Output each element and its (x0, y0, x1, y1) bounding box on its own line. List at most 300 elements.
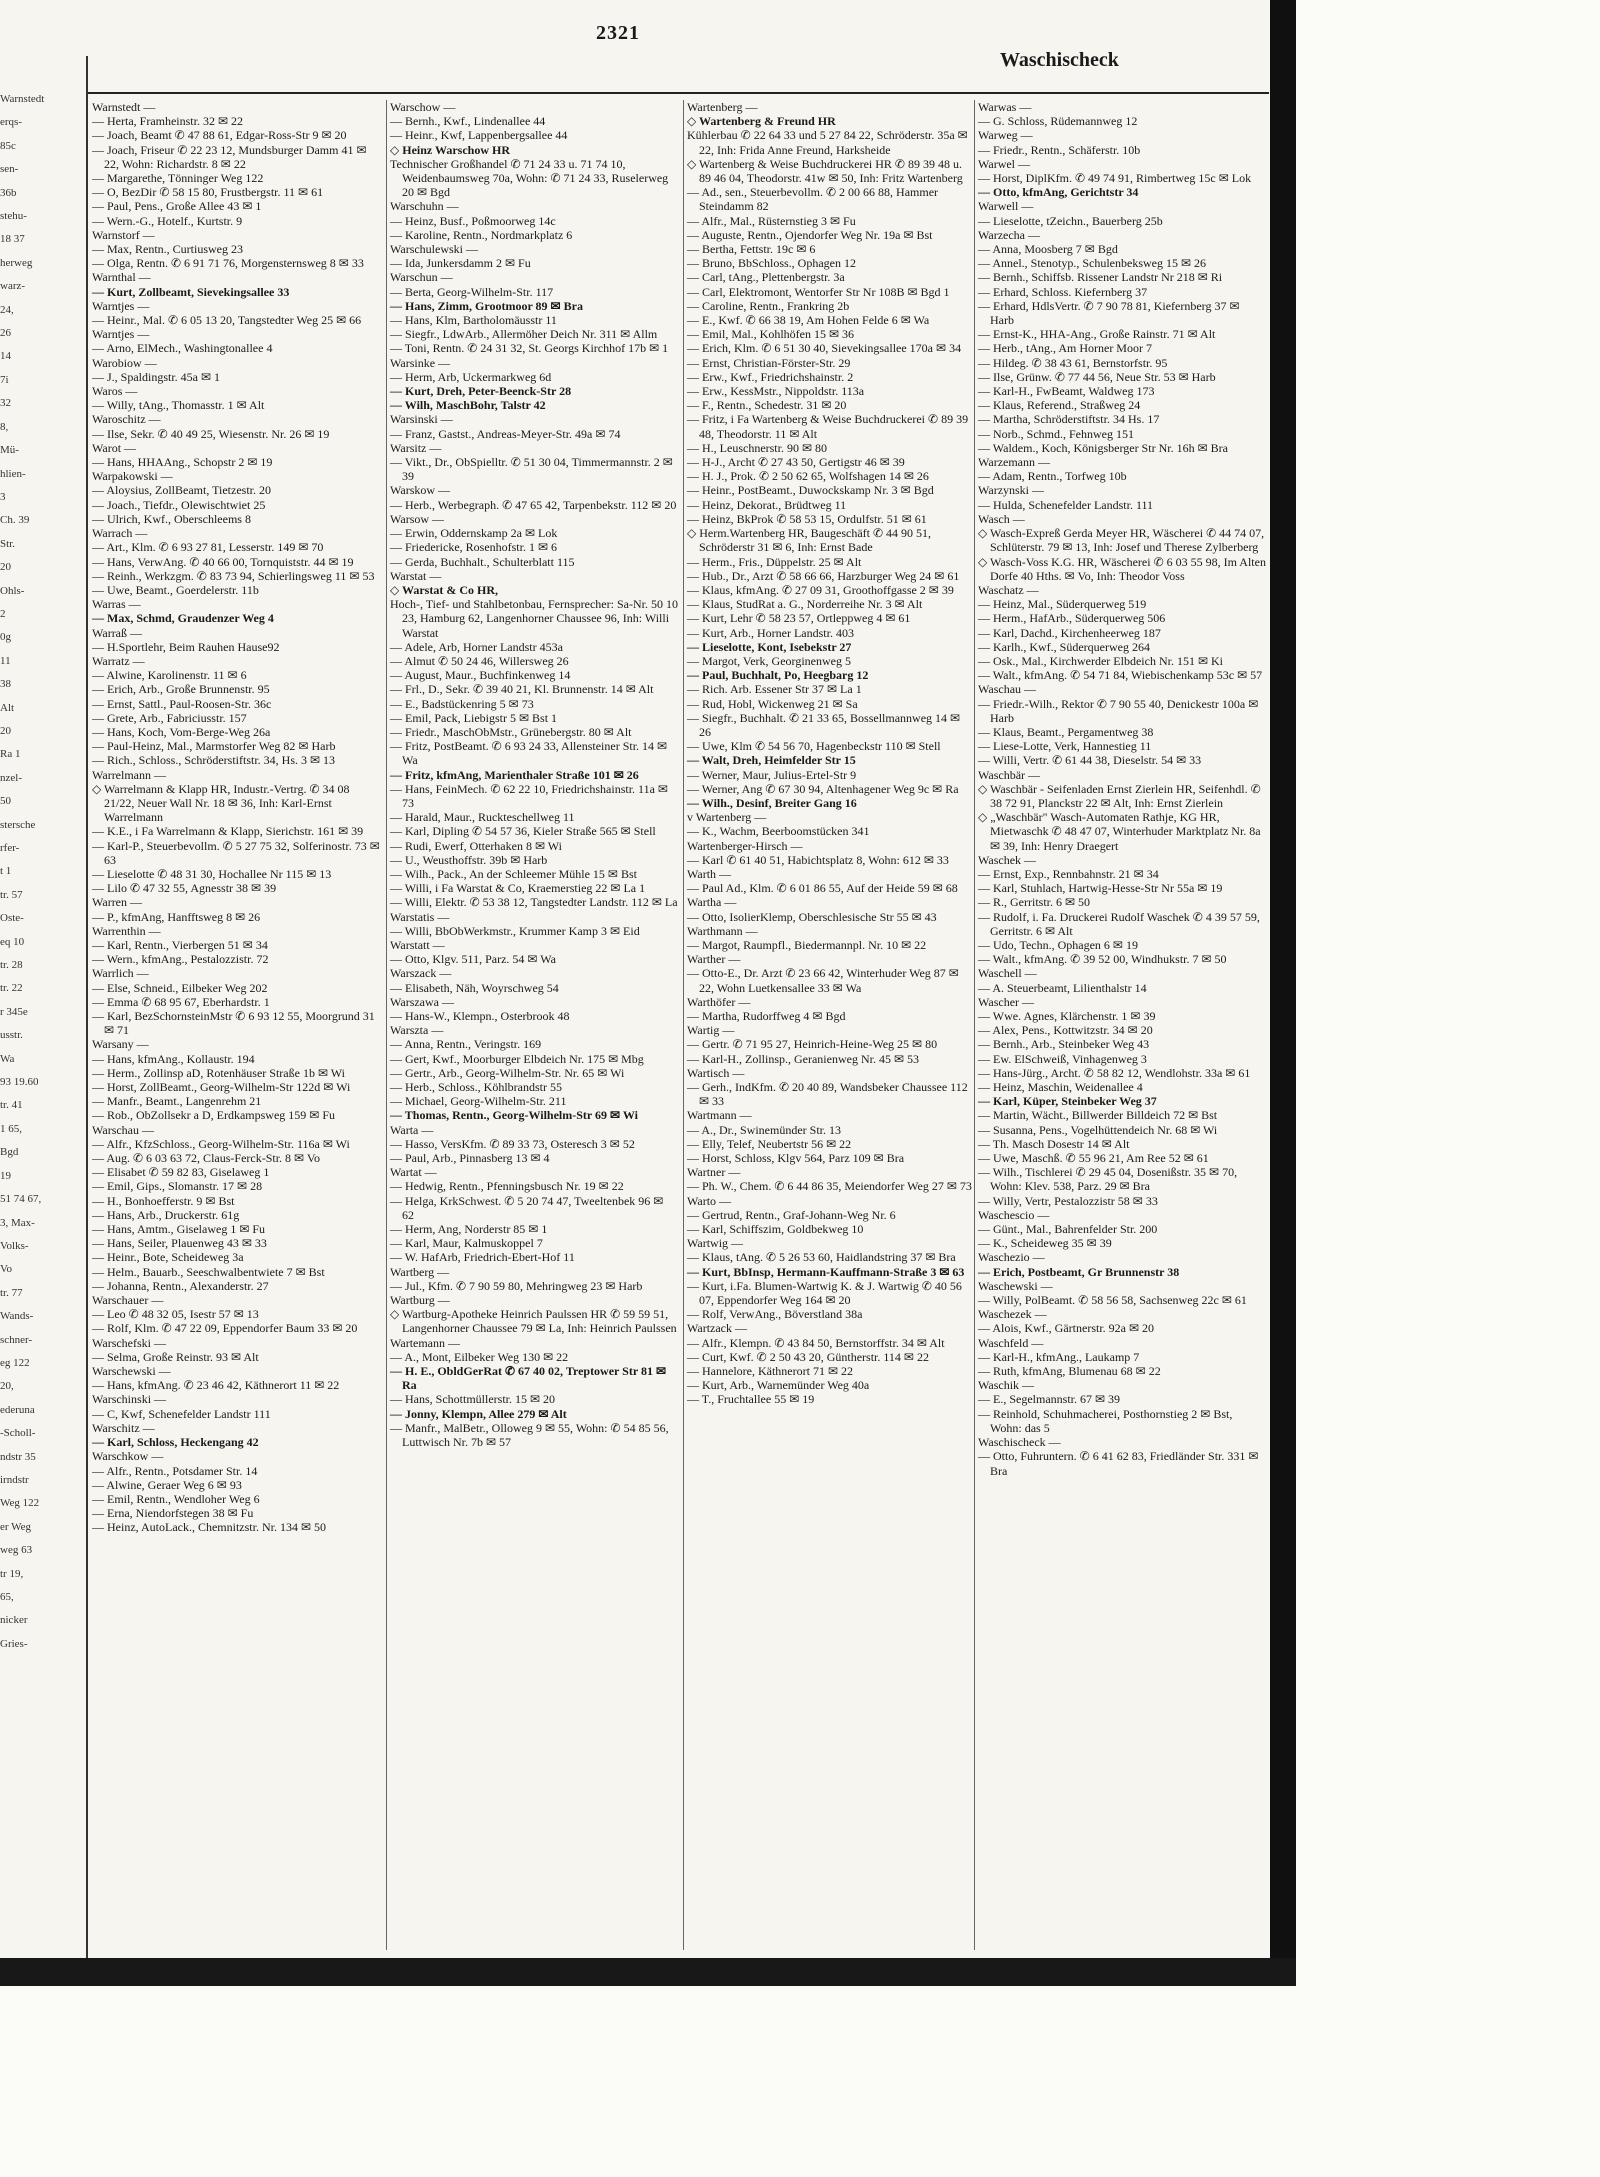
edge-fragment: 3 (0, 490, 6, 503)
directory-entry: — Erich, Klm. ✆ 6 51 30 40, Sievekingsallee 170a ✉ 34 (687, 341, 962, 356)
edge-fragment: tr. 77 (0, 1286, 23, 1299)
directory-entry: — Ernst, Sattl., Paul-Roosen-Str. 36c (92, 696, 272, 711)
directory-entry: — T., Fruchtallee 55 ✉ 19 (687, 1392, 815, 1407)
surname-heading: Waschfeld — (978, 1335, 1044, 1350)
directory-entry: — Gerh., IndKfm. ✆ 20 40 89, Wandsbeker Chaussee 112 ✉ 33 (687, 1080, 968, 1109)
directory-entry: — Günt., Mal., Bahrenfelder Str. 200 (978, 1222, 1158, 1237)
directory-entry: — Rudi, Ewerf, Otterhaken 8 ✉ Wi (390, 838, 562, 853)
surname-heading: Warsow — (390, 511, 445, 526)
directory-entry: — Uwe, Beamt., Goerdelerstr. 11b (92, 582, 259, 597)
surname-heading: Wartemann — (390, 1335, 461, 1350)
surname-heading: Wartisch — (687, 1065, 745, 1080)
directory-entry: — A. Steuerbeamt, Lilienthalstr 14 (978, 980, 1147, 995)
directory-entry: — Willi, BbObWerkmstr., Krummer Kamp 3 ✉ Eid (390, 923, 640, 938)
directory-entry: — Hulda, Schenefelder Landstr. 111 (978, 497, 1154, 512)
directory-entry: — Herb., Werbegraph. ✆ 47 65 42, Tarpenbekstr. 112 ✉ 20 (390, 497, 677, 512)
directory-entry: — Helga, KrkSchwest. ✆ 5 20 74 47, Tweeltenbek 96 ✉ 62 (390, 1193, 664, 1222)
surname-heading: Wascher — (978, 994, 1035, 1009)
directory-entry: — Thomas, Rentn., Georg-Wilhelm-Str 69 ✉ Wi (390, 1108, 638, 1123)
directory-entry: — Ernst-K., HHA-Ang., Große Rainstr. 71 ✉ Alt (978, 327, 1216, 342)
directory-entry: — Heinz, Busf., Poßmoorweg 14c (390, 213, 556, 228)
directory-entry: — Kurt, Arb., Horner Landstr. 403 (687, 625, 854, 640)
edge-fragment: Weg 122 (0, 1497, 40, 1510)
directory-entry: — Emil, Mal., Kohlhöfen 15 ✉ 36 (687, 327, 855, 342)
directory-entry: — Hans, FeinMech. ✆ 62 22 10, Friedrichshainstr. 11a ✉ 73 (390, 781, 668, 810)
directory-entry: — Klaus, Beamt., Pergamentweg 38 (978, 724, 1154, 739)
directory-entry: — Bernh., Kwf., Lindenallee 44 (390, 114, 546, 129)
directory-entry: — Erhard, HdlsVertr. ✆ 7 90 78 81, Kiefernberg 37 ✉ Harb (978, 298, 1240, 328)
directory-entry: — Hedwig, Rentn., Pfenningsbusch Nr. 19 ✉ 22 (390, 1179, 624, 1194)
directory-entry: — Vikt., Dr., ObSpielltr. ✆ 51 30 04, Timmermannstr. 2 ✉ 39 (390, 455, 673, 484)
directory-entry: — Heinz, Maschin, Weidenallee 4 (978, 1080, 1143, 1095)
directory-entry: — Herm., Zollinsp aD, Rotenhäuser Straße 1b ✉ Wi (92, 1065, 345, 1080)
directory-entry: — H.Sportlehr, Beim Rauhen Hause92 (92, 639, 280, 654)
edge-fragment: Ra 1 (0, 748, 21, 761)
directory-entry: — O, BezDir ✆ 58 15 80, Frustbergstr. 11 ✉ 61 (92, 185, 324, 200)
edge-fragment: Alt (0, 701, 15, 714)
directory-entry: — H., Leuschnerstr. 90 ✉ 80 (687, 440, 828, 455)
directory-entry: — Martha, Rudorffweg 4 ✉ Bgd (687, 1009, 846, 1023)
directory-entry: — Hans-Jürg., Archt. ✆ 58 82 12, Wendlohstr. 33a ✉ 61 (978, 1065, 1251, 1080)
surname-heading: Warta — (390, 1122, 434, 1137)
directory-entry: — Alois, Kwf., Gärtnerstr. 92a ✉ 20 (978, 1321, 1155, 1336)
directory-entry: — Alex, Pens., Kottwitzstr. 34 ✉ 20 (978, 1023, 1153, 1038)
directory-entry: — Lieselotte ✆ 48 31 30, Hochallee Nr 115 ✉ 13 (92, 866, 332, 881)
directory-entry: — Ernst, Exp., Rennbahnstr. 21 ✉ 34 (978, 866, 1159, 881)
directory-entry: — Alfr., Mal., Rüsternstieg 3 ✉ Fu (687, 213, 856, 228)
edge-fragment: tr. 22 (0, 982, 23, 995)
edge-fragment: r 345e (0, 1005, 28, 1018)
running-head: Waschischeck (1000, 49, 1119, 71)
surname-heading: Warstat — (390, 568, 442, 583)
directory-entry: — Frl., D., Sekr. ✆ 39 40 21, Kl. Brunnenstr. 14 ✉ Alt (390, 682, 654, 697)
edge-fragment: 19 (0, 1169, 11, 1182)
surname-heading: Warszawa — (390, 994, 455, 1009)
surname-heading: Warntjes — (92, 298, 150, 313)
directory-entry: — Carl, Elektromont, Wentorfer Str Nr 108B ✉ Bgd 1 (687, 284, 950, 299)
directory-entry: — Anna, Rentn., Veringstr. 169 (390, 1037, 542, 1052)
edge-fragment: Volks- (0, 1239, 29, 1252)
directory-entry: — Erhard, Schloss. Kiefernberg 37 (978, 284, 1148, 299)
directory-entry: — Ernst, Christian-Förster-Str. 29 (687, 355, 851, 370)
directory-entry: — Lieselotte, Kont, Isebekstr 27 (687, 639, 852, 654)
surname-heading: Warnstorf — (92, 227, 155, 242)
directory-entry: — Karl, Schiffszim, Goldbekweg 10 (687, 1222, 864, 1237)
directory-entry: — Anna, Moosberg 7 ✉ Bgd (978, 242, 1118, 257)
edge-fragment: nzel- (0, 771, 22, 784)
directory-entry: — Joach, Beamt ✆ 47 88 61, Edgar-Ross-Str 9 ✉ 20 (92, 128, 347, 143)
edge-fragment: Vo (0, 1263, 13, 1276)
directory-entry: — Herm., Fris., Düppelstr. 25 ✉ Alt (687, 554, 862, 569)
surname-heading: Warschinski — (92, 1392, 167, 1407)
directory-entry: — Wilh., Tischlerei ✆ 29 45 04, Dosenißstr. 35 ✉ 70, Wohn: Klev. 538, Parz. 29 ✉ Bra (978, 1165, 1238, 1194)
directory-entry: — Siegfr., LdwArb., Allermöher Deich Nr. 311 ✉ Allm (390, 327, 658, 342)
surname-heading: Waschewski — (978, 1278, 1053, 1293)
directory-entry: — Margot, Raumpfl., Biedermannpl. Nr. 10 ✉ 22 (687, 937, 927, 952)
directory-entry: — Alfr., Rentn., Potsdamer Str. 14 (92, 1463, 258, 1478)
directory-entry: — Emil, Gips., Slomanstr. 17 ✉ 28 (92, 1179, 263, 1194)
directory-entry: — Heinz, BkProk ✆ 58 53 15, Ordulfstr. 51 ✉ 61 (687, 511, 927, 526)
directory-entry: — Gertr., Arb., Georg-Wilhelm-Str. Nr. 65 ✉ Wi (390, 1065, 625, 1080)
directory-entry: — Hans, Amtm., Giselaweg 1 ✉ Fu (92, 1222, 266, 1237)
directory-entry: ◇ Wasch-Expreß Gerda Meyer HR, Wäscherei ✆ 44 74 07, Schlüterstr. 79 ✉ 13, Inh: Josef und Therese Zylberberg (978, 526, 1265, 555)
directory-entry: — Paul, Buchhalt, Po, Heegbarg 12 (687, 668, 869, 683)
directory-entry: — Hans, Koch, Vom-Berge-Weg 26a (92, 724, 271, 739)
directory-entry: — Max, Rentn., Curtiusweg 23 (92, 242, 243, 257)
directory-entry: — Ida, Junkersdamm 2 ✉ Fu (390, 256, 531, 271)
surname-heading: Warszta — (390, 1023, 444, 1038)
directory-entry: — Ph. W., Chem. ✆ 6 44 86 35, Meiendorfer Weg 27 ✉ 73 (687, 1179, 972, 1194)
surname-heading: Warot — (92, 440, 137, 455)
directory-entry: — Selma, Große Reinstr. 93 ✉ Alt (92, 1349, 259, 1364)
surname-heading: Warraß — (92, 625, 143, 640)
directory-entry: — Karl, Dipling ✆ 54 57 36, Kieler Straße 565 ✉ Stell (390, 824, 656, 839)
directory-entry: — Else, Schneid., Eilbeker Weg 202 (92, 980, 268, 995)
surname-heading: Warras — (92, 597, 141, 612)
surname-heading: Wartmann — (687, 1108, 752, 1123)
surname-heading: Warwas — (978, 100, 1032, 114)
surname-heading: v Wartenberg — (687, 810, 767, 825)
directory-entry: — H-J., Archt ✆ 27 43 50, Gertigstr 46 ✉ 39 (687, 455, 905, 470)
directory-entry: — Caroline, Rentn., Frankring 2b (687, 298, 850, 313)
directory-entry: — Herm., HafArb., Süderquerweg 506 (978, 611, 1166, 626)
directory-entry: — Erich, Postbeamt, Gr Brunnenstr 38 (978, 1264, 1180, 1279)
edge-fragment: 24, (0, 303, 14, 316)
directory-entry: — Otto, Fuhruntern. ✆ 6 41 62 83, Friedländer Str. 331 ✉ Bra (978, 1449, 1259, 1478)
directory-entry: — Horst, DiplKfm. ✆ 49 74 91, Rimbertweg 15c ✉ Lok (978, 171, 1252, 186)
edge-fragment: 38 (0, 678, 11, 691)
directory-entry: — P., kfmAng, Hanfftsweg 8 ✉ 26 (92, 909, 261, 924)
directory-entry: — Lieselotte, tZeichn., Bauerberg 25b (978, 213, 1163, 228)
directory-entry: — Walt, Dreh, Heimfelder Str 15 (687, 753, 856, 768)
directory-entry: — Max, Schmd, Graudenzer Weg 4 (92, 611, 274, 626)
directory-entry: — Willi, i Fa Warstat & Co, Kraemerstieg 22 ✉ La 1 (390, 881, 646, 896)
edge-fragment: erqs- (0, 116, 22, 129)
surname-heading: Warschow — (390, 100, 456, 114)
directory-entry: — Uwe, Maschß. ✆ 55 96 21, Am Ree 52 ✉ 61 (978, 1151, 1209, 1166)
surname-heading: Warwel — (978, 156, 1031, 171)
directory-entry: — Curt, Kwf. ✆ 2 50 43 20, Güntherstr. 114 ✉ 22 (687, 1349, 929, 1364)
edge-fragment: Oste- (0, 912, 24, 925)
edge-fragment: 20, (0, 1380, 14, 1393)
directory-entry: — Klaus, tAng. ✆ 5 26 53 60, Haidlandstring 37 ✉ Bra (687, 1250, 956, 1265)
directory-entry: — Elly, Telef, Neubertstr 56 ✉ 22 (687, 1136, 852, 1151)
edge-fragment: irndstr (0, 1473, 29, 1486)
edge-fragment: 93 19.60 (0, 1076, 39, 1089)
directory-entry: — Art., Klm. ✆ 6 93 27 81, Lesserstr. 149 ✉ 70 (92, 540, 324, 555)
directory-entry: — Waldem., Koch, Königsberger Str Nr. 16h ✉ Bra (978, 440, 1228, 455)
directory-entry: — Leo ✆ 48 32 05, Isestr 57 ✉ 13 (92, 1307, 259, 1322)
directory-entry: — Fritz, PostBeamt. ✆ 6 93 24 33, Allensteiner Str. 14 ✉ Wa (390, 739, 668, 768)
edge-fragment: rfer- (0, 842, 20, 854)
directory-entry: — Manfr., Beamt., Langenrehm 21 (92, 1094, 262, 1109)
surname-heading: Waros — (92, 384, 138, 399)
edge-fragment: 2 (0, 607, 6, 620)
directory-entry: — Horst, ZollBeamt., Georg-Wilhelm-Str 122d ✉ Wi (92, 1080, 351, 1095)
directory-entry: — Jul., Kfm. ✆ 7 90 59 80, Mehringweg 23 ✉ Harb (390, 1278, 643, 1293)
surname-heading: Warto — (687, 1193, 732, 1208)
directory-entry: — Jonny, Klempn, Allee 279 ✉ Alt (390, 1406, 567, 1421)
surname-heading: Warpakowski — (92, 469, 173, 484)
directory-entry: — Heinz, AutoLack., Chemnitzstr. Nr. 134 ✉ 50 (92, 1520, 327, 1535)
edge-fragment: hlien- (0, 467, 26, 480)
directory-entry: ◇ Wartenberg & Weise Buchdruckerei HR ✆ 89 39 48 u. 89 46 04, Theodorstr. 41w ✉ 50, Inh: Fritz Wartenberg (687, 156, 963, 186)
directory-entry: — Hannelore, Käthnerort 71 ✉ 22 (687, 1364, 854, 1379)
directory-entry: — Fritz, kfmAng, Marienthaler Straße 101 ✉ 26 (390, 767, 639, 782)
surname-heading: Waschatz — (978, 582, 1039, 597)
directory-entry: — Herb., tAng., Am Horner Moor 7 (978, 341, 1152, 356)
surname-heading: Warschewski — (92, 1364, 171, 1379)
directory-entry: — Heinz, Mal., Süderquerweg 519 (978, 597, 1147, 612)
directory-entry: — Alwine, Karolinenstr. 11 ✉ 6 (92, 668, 247, 683)
surname-heading: Warzemann — (978, 455, 1050, 470)
surname-heading: Waschek — (978, 852, 1037, 867)
directory-entry: — Friedr., MaschObMstr., Grünebergstr. 80 ✉ Alt (390, 724, 632, 739)
surname-heading: Wartburg — (390, 1293, 450, 1308)
directory-entry: — Emma ✆ 68 95 67, Eberhardstr. 1 (92, 994, 270, 1009)
directory-entry: — Otto-E., Dr. Arzt ✆ 23 66 42, Winterhuder Weg 87 ✉ 22, Wohn Luetkensallee 33 ✉ Wa (687, 966, 959, 995)
surname-heading: Wartenberger-Hirsch — (687, 838, 803, 853)
edge-fragment: 0g (0, 631, 11, 644)
directory-entry: — Klaus, kfmAng. ✆ 27 09 31, Groothoffgasse 2 ✉ 39 (687, 582, 954, 597)
directory-entry: — Walt., kfmAng. ✆ 54 71 84, Wiebischenkamp 53c ✉ 57 (978, 668, 1263, 683)
left-margin-rule (86, 56, 88, 1958)
directory-entry: — Siegfr., Buchhalt. ✆ 21 33 65, Bossellmannweg 14 ✉ 26 (687, 710, 961, 739)
column-divider (974, 100, 975, 1950)
edge-fragment: ederuna (0, 1403, 35, 1416)
directory-entry: Kühlerbau ✆ 22 64 33 und 5 27 84 22, Schröderstr. 35a ✉ 22, Inh: Frida Anne Freund, Harksheide (687, 128, 968, 157)
directory-entry: — Grete, Arb., Fabriciusstr. 157 (92, 710, 247, 725)
directory-entry: — Paul-Heinz, Mal., Marmstorfer Weg 82 ✉ Harb (92, 739, 336, 754)
surname-heading: Wasch — (978, 511, 1025, 526)
edge-fragment: Warnstedt (0, 93, 45, 105)
edge-fragment: 7i (0, 373, 9, 386)
directory-entry: — Horst, Schloss, Klgv 564, Parz 109 ✉ Bra (687, 1151, 905, 1166)
edge-fragment: 51 74 67, (0, 1193, 42, 1206)
edge-fragment: 20 (0, 724, 11, 737)
directory-entry: — Friedr., Rentn., Schäferstr. 10b (978, 142, 1141, 157)
edge-fragment: herweg (0, 256, 33, 269)
edge-fragment: sen- (0, 163, 19, 176)
edge-fragment: stersche (0, 818, 36, 831)
surname-heading: Warschauer — (92, 1293, 164, 1308)
surname-heading: Warstatis — (390, 909, 450, 924)
directory-entry: — Karl-P., Steuerbevollm. ✆ 5 27 75 32, Solferinostr. 73 ✉ 63 (92, 838, 380, 867)
directory-entry: — Werner, Ang ✆ 67 30 94, Altenhagener Weg 9c ✉ Ra (687, 781, 959, 796)
surname-heading: Warratz — (92, 653, 145, 668)
surname-heading: Warszack — (390, 966, 452, 981)
directory-entry: — H. J., Prok. ✆ 2 50 62 65, Wolfshagen 14 ✉ 26 (687, 469, 929, 484)
directory-entry: — Hans, Zimm, Grootmoor 89 ✉ Bra (390, 298, 583, 313)
edge-fragment: 8, (0, 420, 9, 433)
directory-entry: ◇ Wasch-Voss K.G. HR, Wäscherei ✆ 6 03 55 98, Im Alten Dorfe 40 Hths. ✉ Vo, Inh: Theodor Voss (978, 554, 1266, 583)
edge-fragment: 85c (0, 139, 16, 152)
directory-entry: — Gert, Kwf., Moorburger Elbdeich Nr. 175 ✉ Mbg (390, 1051, 644, 1066)
directory-entry: — Otto, IsolierKlemp, Oberschlesische Str 55 ✉ 43 (687, 909, 937, 924)
edge-fragment: Ch. 39 (0, 514, 30, 527)
surname-heading: Wartberg — (390, 1264, 450, 1279)
directory-entry: — Hans, VerwAng. ✆ 40 66 00, Tornquiststr. 44 ✉ 19 (92, 554, 354, 569)
directory-entry: — Rudolf, i. Fa. Druckerei Rudolf Waschek ✆ 4 39 57 59, Gerritstr. 6 ✉ Alt (978, 909, 1260, 938)
directory-entry: — U., Weusthoffstr. 39b ✉ Harb (390, 852, 548, 867)
directory-entry: — Erich, Arb., Große Brunnenstr. 95 (92, 682, 270, 697)
directory-entry: — Ulrich, Kwf., Oberschleems 8 (92, 511, 251, 526)
directory-entry: — Hildeg. ✆ 38 43 61, Bernstorfstr. 95 (978, 355, 1168, 370)
directory-entry: — Reinhold, Schuhmacherei, Posthornstieg 2 ✉ Bst, Wohn: das 5 (978, 1406, 1233, 1435)
surname-heading: Warrach — (92, 526, 148, 541)
directory-entry: — Th. Masch Dosestr 14 ✉ Alt (978, 1136, 1130, 1151)
edge-fragment: eg 122 (0, 1356, 30, 1369)
directory-entry: — Karl, Maur, Kalmuskoppel 7 (390, 1236, 543, 1251)
edge-fragment: 65, (0, 1591, 14, 1603)
directory-entry: — Walt., kfmAng. ✆ 39 52 00, Windhukstr. 7 ✉ 50 (978, 952, 1227, 967)
directory-entry: — Alfr., Klempn. ✆ 43 84 50, Bernstorffstr. 34 ✉ Alt (687, 1335, 945, 1350)
directory-entry: — G. Schloss, Rüdemannweg 12 (978, 114, 1138, 129)
directory-entry: — Olga, Rentn. ✆ 6 91 71 76, Morgensternsweg 8 ✉ 33 (92, 256, 364, 271)
directory-entry: — Hans, HHAAng., Schopstr 2 ✉ 19 (92, 455, 273, 470)
directory-entry: ◇ „Waschbär" Wasch-Automaten Rathje, KG HR, Mietwaschk ✆ 48 47 07, Winterhuder Marktplatz Nr. 8a ✉ 39, Inh: Henry Draegert (978, 810, 1261, 853)
directory-entry: — Herb., Schloss., Köhlbrandstr 55 (390, 1080, 562, 1095)
surname-heading: Warsitz — (390, 440, 442, 455)
directory-entry: — A., Mont, Eilbeker Weg 130 ✉ 22 (390, 1349, 569, 1364)
directory-entry: — Erna, Niendorfstegen 38 ✉ Fu (92, 1506, 254, 1521)
surname-heading: Warsinski — (390, 412, 453, 427)
surname-heading: Wartig — (687, 1023, 735, 1038)
edge-fragment: 1 65, (0, 1122, 22, 1135)
header-rule (86, 92, 1269, 94)
directory-entry: — Friedr.-Wilh., Rektor ✆ 7 90 55 40, Denickestr 100a ✉ Harb (978, 696, 1259, 725)
edge-fragment: Wands- (0, 1310, 34, 1323)
directory-entry: — Karl, BezSchornsteinMstr ✆ 6 93 12 55, Moorgrund 31 ✉ 71 (92, 1009, 375, 1038)
directory-entry: — Carl, tAng., Plettenbergstr. 3a (687, 270, 845, 285)
surname-heading: Waschescio — (978, 1207, 1050, 1222)
directory-entry: — Karl-H., FwBeamt, Waldweg 173 (978, 384, 1155, 399)
directory-entry: — H. E., ObldGerRat ✆ 67 40 02, Treptower Str 81 ✉ Ra (390, 1364, 666, 1393)
directory-entry: — Liese-Lotte, Verk, Hannestieg 11 (978, 739, 1152, 754)
surname-heading: Warthöfer — (687, 994, 751, 1009)
directory-entry: — J., Spaldingstr. 45a ✉ 1 (92, 369, 221, 384)
directory-entry: ◇ Herm.Wartenberg HR, Baugeschäft ✆ 44 90 51, Schröderstr 31 ✉ 6, Inh: Ernst Bade (687, 526, 932, 555)
column-divider (386, 100, 387, 1950)
directory-entry: — Willy, tAng., Thomasstr. 1 ✉ Alt (92, 398, 265, 413)
directory-entry: ◇ Wartburg-Apotheke Heinrich Paulssen HR ✆ 59 59 51, Langenhorner Chaussee 79 ✉ La, Inh: Heinrich Paulssen (390, 1307, 677, 1336)
directory-entry: — Norb., Schmd., Fehnweg 151 (978, 426, 1134, 441)
directory-entry: ◇ Waschbär - Seifenladen Ernst Zierlein HR, Seifenhdl. ✆ 38 72 91, Planckstr 22 ✉ Alt, Inh: Ernst Zierlein (978, 781, 1261, 810)
directory-entry: — Adam, Rentn., Torfweg 10b (978, 469, 1127, 484)
directory-entry: — Fritz, i Fa Wartenberg & Weise Buchdruckerei ✆ 89 39 48, Theodorstr. 11 ✉ Alt (687, 412, 969, 441)
edge-fragment: 20 (0, 561, 11, 574)
directory-entry: — K., Wachm, Beerboomstücken 341 (687, 824, 870, 839)
directory-entry: — Emil, Rentn., Wendloher Weg 6 (92, 1491, 260, 1506)
directory-entry: — Klaus, StudRat a. G., Norderreihe Nr. 3 ✉ Alt (687, 597, 923, 612)
directory-entry: — Karl, Schloss, Heckengang 42 (92, 1435, 259, 1450)
directory-entry: — Heinz, Dekorat., Brüdtweg 11 (687, 497, 847, 512)
directory-entry: — Friedericke, Rosenhofstr. 1 ✉ 6 (390, 540, 558, 555)
directory-entry: — Karl, Rentn., Vierbergen 51 ✉ 34 (92, 937, 268, 952)
directory-entry: — Kurt, BbInsp, Hermann-Kauffmann-Straße 3 ✉ 63 (687, 1264, 965, 1279)
directory-entry: — K., Scheideweg 35 ✉ 39 (978, 1236, 1112, 1251)
surname-heading: Wartzack — (687, 1321, 747, 1336)
surname-heading: Waschezio — (978, 1250, 1045, 1265)
directory-entry: — R., Gerritstr. 6 ✉ 50 (978, 895, 1091, 910)
edge-fragment: t 1 (0, 865, 12, 878)
previous-page-edge (0, 88, 78, 1918)
directory-entry: — Susanna, Pens., Vogelhüttendeich Nr. 68 ✉ Wi (978, 1122, 1218, 1137)
surname-heading: Warschulewski — (390, 242, 479, 257)
surname-heading: Warsany — (92, 1037, 149, 1052)
edge-fragment: 50 (0, 795, 11, 808)
directory-entry: Hoch-, Tief- und Stahlbetonbau, Fernsprecher: Sa-Nr. 50 10 23, Hamburg 62, Langenhorner Chaussee 96, Inh: Willi Warstat (390, 597, 678, 640)
directory-entry: — Kurt, Lehr ✆ 58 23 57, Ortleppweg 4 ✉ 61 (687, 611, 911, 626)
edge-fragment: usstr. (0, 1029, 23, 1042)
surname-heading: Warnstedt — (92, 100, 156, 114)
surname-heading: Warwell — (978, 199, 1034, 214)
directory-entry: — Paul, Arb., Pinnasberg 13 ✉ 4 (390, 1151, 550, 1166)
directory-entry: — Herm, Arb, Uckermarkweg 6d (390, 369, 552, 384)
edge-fragment: Ohls- (0, 584, 25, 597)
directory-entry: — Ilse, Sekr. ✆ 40 49 25, Wiesenstr. Nr. 26 ✉ 19 (92, 426, 330, 441)
directory-entry: — Erw., Kwf., Friedrichshainstr. 2 (687, 369, 854, 384)
directory-entry: — Manfr., MalBetr., Olloweg 9 ✉ 55, Wohn: ✆ 54 85 56, Luttwisch Nr. 7b ✉ 57 (390, 1420, 669, 1450)
directory-entry: — H., Bonhoefferstr. 9 ✉ Bst (92, 1193, 235, 1208)
edge-fragment: ndstr 35 (0, 1450, 36, 1463)
edge-fragment: schner- (0, 1333, 33, 1346)
directory-entry: — Rob., ObZollsekr a D, Erdkampsweg 159 ✉ Fu (92, 1108, 336, 1123)
edge-fragment: 32 (0, 397, 11, 410)
directory-entry: — Uwe, Klm ✆ 54 56 70, Hagenbeckstr 110 ✉ Stell (687, 739, 941, 754)
scan-border-right (1270, 0, 1296, 1986)
scan-border-bottom (0, 1958, 1296, 1986)
directory-entry: — Willy, PolBeamt. ✆ 58 56 58, Sachsenweg 22c ✉ 61 (978, 1293, 1247, 1308)
surname-heading: Wartenberg — (687, 100, 758, 114)
directory-entry: — Gertr. ✆ 71 95 27, Heinrich-Heine-Weg 25 ✉ 80 (687, 1037, 938, 1052)
directory-entry: — Heinr., PostBeamt., Duwockskamp Nr. 3 ✉ Bgd (687, 483, 934, 498)
directory-entry: — Margot, Verk, Georginenweg 5 (687, 653, 851, 668)
directory-entry: — Ad., sen., Steuerbevollm. ✆ 2 00 66 88, Hammer Steindamm 82 (687, 185, 939, 214)
surname-heading: Waschezek — (978, 1307, 1047, 1322)
directory-entry: — Elisabet ✆ 59 82 83, Giselaweg 1 (92, 1165, 270, 1180)
directory-column-2 (390, 100, 678, 1449)
surname-heading: Waschischeck — (978, 1435, 1061, 1450)
directory-entry: — Joach., Tiefdr., Olewischtwiet 25 (92, 497, 266, 512)
directory-entry: — Hans-W., Klempn., Osterbrook 48 (390, 1009, 570, 1023)
directory-entry: — Willi, Elektr. ✆ 53 38 12, Tangstedter Landstr. 112 ✉ La (390, 895, 678, 910)
directory-entry: — Osk., Mal., Kirchwerder Elbdeich Nr. 151 ✉ Ki (978, 653, 1224, 668)
directory-column-3 (687, 100, 975, 1407)
surname-heading: Warntjes — (92, 327, 150, 342)
directory-entry: — Wilh., Pack., An der Schleemer Mühle 15 ✉ Bst (390, 866, 637, 881)
directory-entry: ◇ Warstat & Co HR, (390, 582, 498, 597)
surname-heading: Waschell — (978, 966, 1037, 981)
directory-entry: ◇ Wartenberg & Freund HR (687, 114, 836, 129)
edge-fragment: tr 19, (0, 1567, 24, 1580)
directory-entry: — Berta, Georg-Wilhelm-Str. 117 (390, 284, 554, 299)
directory-entry: — Joach, Friseur ✆ 22 23 12, Mundsburger Damm 41 ✉ 22, Wohn: Richardstr. 8 ✉ 22 (92, 142, 367, 171)
directory-entry: — Helm., Bauarb., Seeschwalbentwiete 7 ✉ Bst (92, 1264, 325, 1279)
directory-entry: — Rich., Schloss., Schröderstiftstr. 34, Hs. 3 ✉ 13 (92, 753, 336, 768)
edge-fragment: tr. 57 (0, 888, 23, 901)
directory-entry: — Rolf, VerwAng., Böverstland 38a (687, 1307, 863, 1322)
directory-entry: — Rolf, Klm. ✆ 47 22 09, Eppendorfer Baum 33 ✉ 20 (92, 1321, 358, 1336)
directory-entry: — W. HafArb, Friedrich-Ebert-Hof 11 (390, 1250, 575, 1265)
edge-fragment: Bgd (0, 1146, 19, 1159)
surname-heading: Warschitz — (92, 1420, 155, 1435)
directory-column-1 (92, 100, 380, 1535)
surname-heading: Wartner — (687, 1165, 741, 1180)
directory-entry: — Otto, Klgv. 511, Parz. 54 ✉ Wa (390, 952, 556, 967)
directory-entry: — C, Kwf, Schenefelder Landstr 111 (92, 1406, 271, 1421)
directory-entry: — Willy, Vertr, Pestalozzistr 58 ✉ 33 (978, 1193, 1158, 1208)
